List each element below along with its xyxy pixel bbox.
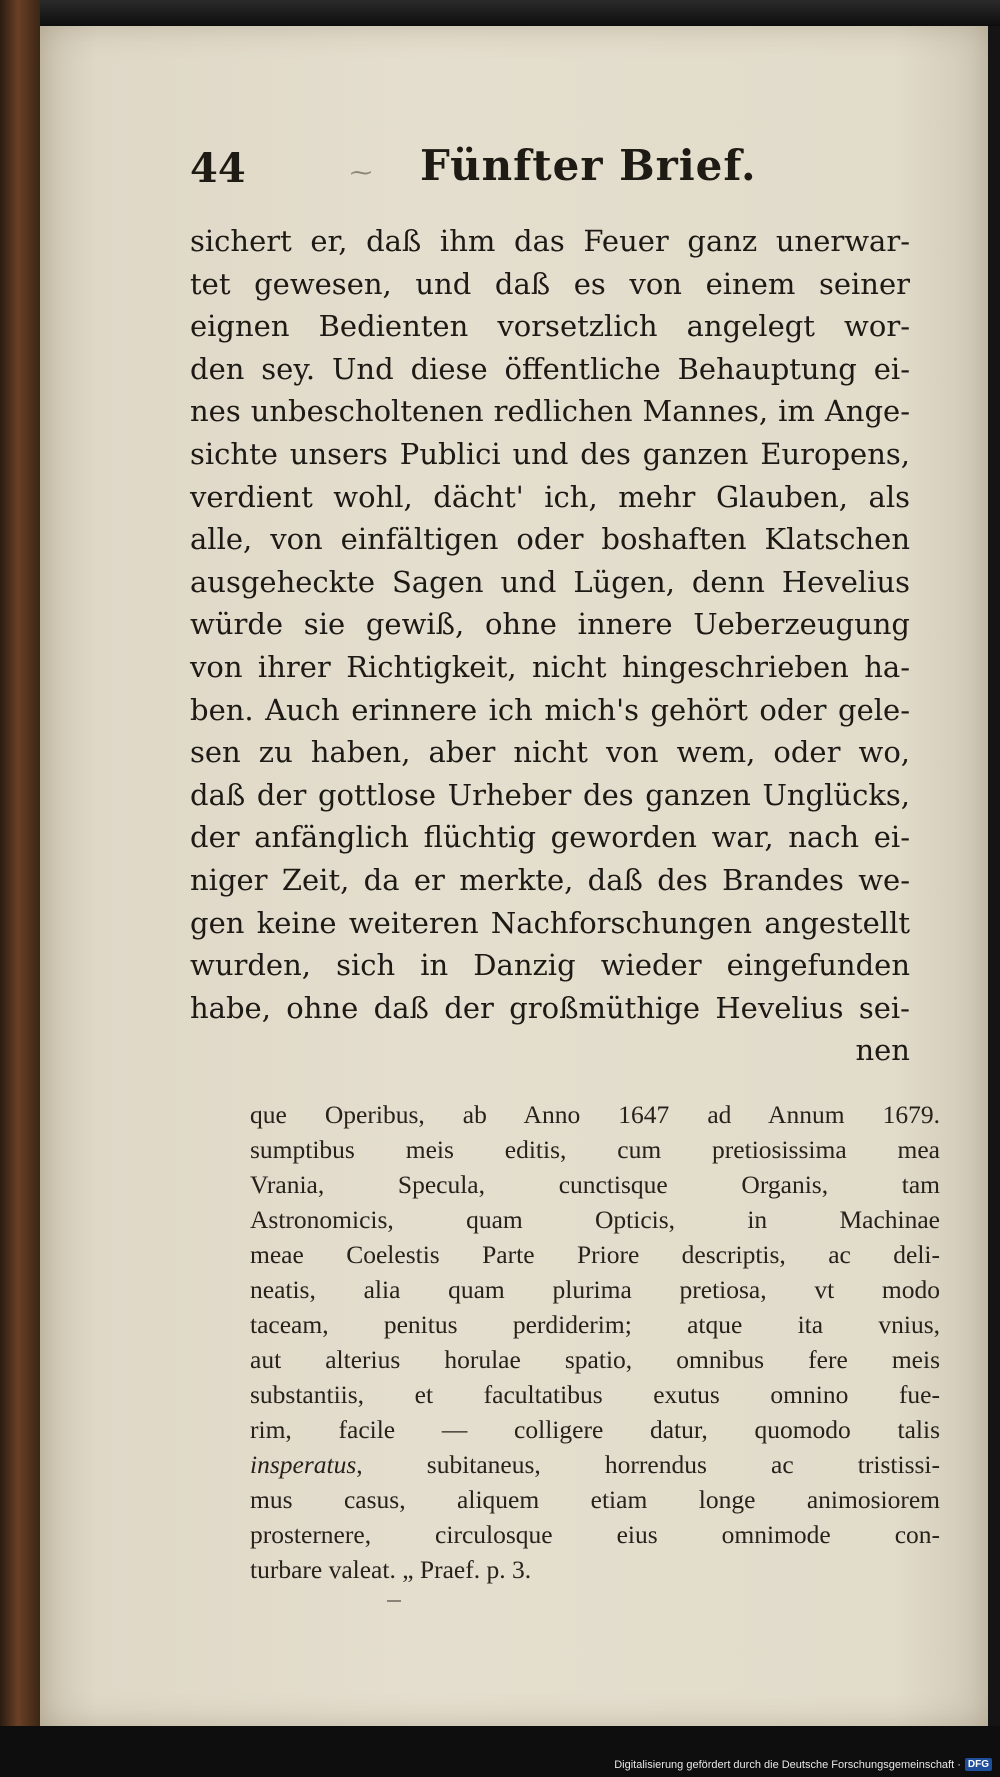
footnote-line: turbare valeat. „ Praef. p. 3.	[250, 1555, 532, 1584]
footnote-line: neatis, alia quam plurima pretiosa, vt modo	[250, 1275, 940, 1304]
footnote-line: mus casus, aliquem etiam longe animosiorem	[250, 1485, 940, 1514]
text-line: habe, ohne daß der großmüthige Hevelius sei-	[190, 990, 910, 1025]
text-line: niger Zeit, da er merkte, daß des Brandes we-	[190, 862, 910, 897]
footnote	[250, 1097, 940, 1587]
top-scan-border	[0, 0, 1000, 26]
footnote-line: rim, facile — colligere datur, quomodo talis	[250, 1415, 940, 1444]
text-line: würde sie gewiß, ohne innere Ueberzeugung	[190, 607, 910, 642]
footnote-line: Astronomicis, quam Opticis, in Machinae	[250, 1205, 940, 1234]
page-header	[150, 141, 930, 205]
text-line: ausgeheckte Sagen und Lügen, denn Hevelius	[190, 564, 910, 599]
text-line: sichte unsers Publici und des ganzen Europens,	[190, 436, 910, 471]
text-line: tet gewesen, und daß es von einem seiner	[190, 266, 910, 301]
footnote-line	[250, 1447, 940, 1482]
digitization-credit	[614, 1758, 992, 1771]
text-line: nes unbescholtenen redlichen Mannes, im Ange-	[190, 394, 910, 429]
footnote-line-rest: , subitaneus, horrendus ac tristissi-	[356, 1450, 940, 1479]
ornament-icon: ⁓	[350, 161, 372, 186]
text-line: verdient wohl, dächt' ich, mehr Glauben, als	[190, 479, 910, 514]
text-line: von ihrer Richtigkeit, nicht hingeschrieben ha-	[190, 649, 910, 684]
italic-word: insperatus	[250, 1450, 357, 1479]
footnote-line: que Operibus, ab Anno 1647 ad Annum 1679.	[250, 1100, 940, 1129]
text-line: wurden, sich in Danzig wieder eingefunden	[190, 948, 910, 983]
book-spine	[0, 0, 40, 1777]
text-line: den sey. Und diese öffentliche Behauptung ei-	[190, 351, 910, 386]
text-line: der anfänglich flüchtig geworden war, nach ei-	[190, 820, 910, 855]
text-line: gen keine weiteren Nachforschungen angestellt	[190, 905, 910, 940]
footnote-line: prosternere, circulosque eius omnimode con-	[250, 1520, 940, 1549]
text-line: daß der gottlose Urheber des ganzen Unglücks,	[190, 777, 910, 812]
footnote-line: meae Coelestis Parte Priore descriptis, ac deli-	[250, 1240, 940, 1269]
footnote-line: aut alterius horulae spatio, omnibus fere meis	[250, 1345, 940, 1374]
bottom-scan-border	[0, 1726, 1000, 1777]
footnote-line: Vrania, Specula, cunctisque Organis, tam	[250, 1170, 940, 1199]
text-line: sen zu haben, aber nicht von wem, oder wo,	[190, 735, 910, 770]
text-line: alle, von einfältigen oder boshaften Klatschen	[190, 522, 910, 557]
dfg-logo: DFG	[965, 1758, 992, 1771]
text-line: sichert er, daß ihm das Feuer ganz unerwar-	[190, 224, 910, 258]
running-title: Fünfter Brief.	[420, 141, 757, 190]
text-line: eignen Bedienten vorsetzlich angelegt wor-	[190, 309, 910, 344]
page-number: 44	[190, 145, 246, 192]
printer-mark	[387, 1600, 401, 1602]
credit-text: Digitalisierung gefördert durch die Deutsche Forschungsgemeinschaft ·	[614, 1758, 961, 1771]
footnote-line: taceam, penitus perdiderim; atque ita vnius,	[250, 1310, 940, 1339]
catchword: nen	[855, 1033, 910, 1068]
footnote-line: substantiis, et facultatibus exutus omnino fue-	[250, 1380, 940, 1409]
text-line: ben. Auch erinnere ich mich's gehört oder gele-	[190, 692, 910, 727]
footnote-line: sumptibus meis editis, cum pretiosissima mea	[250, 1135, 940, 1164]
main-text	[190, 220, 910, 1072]
